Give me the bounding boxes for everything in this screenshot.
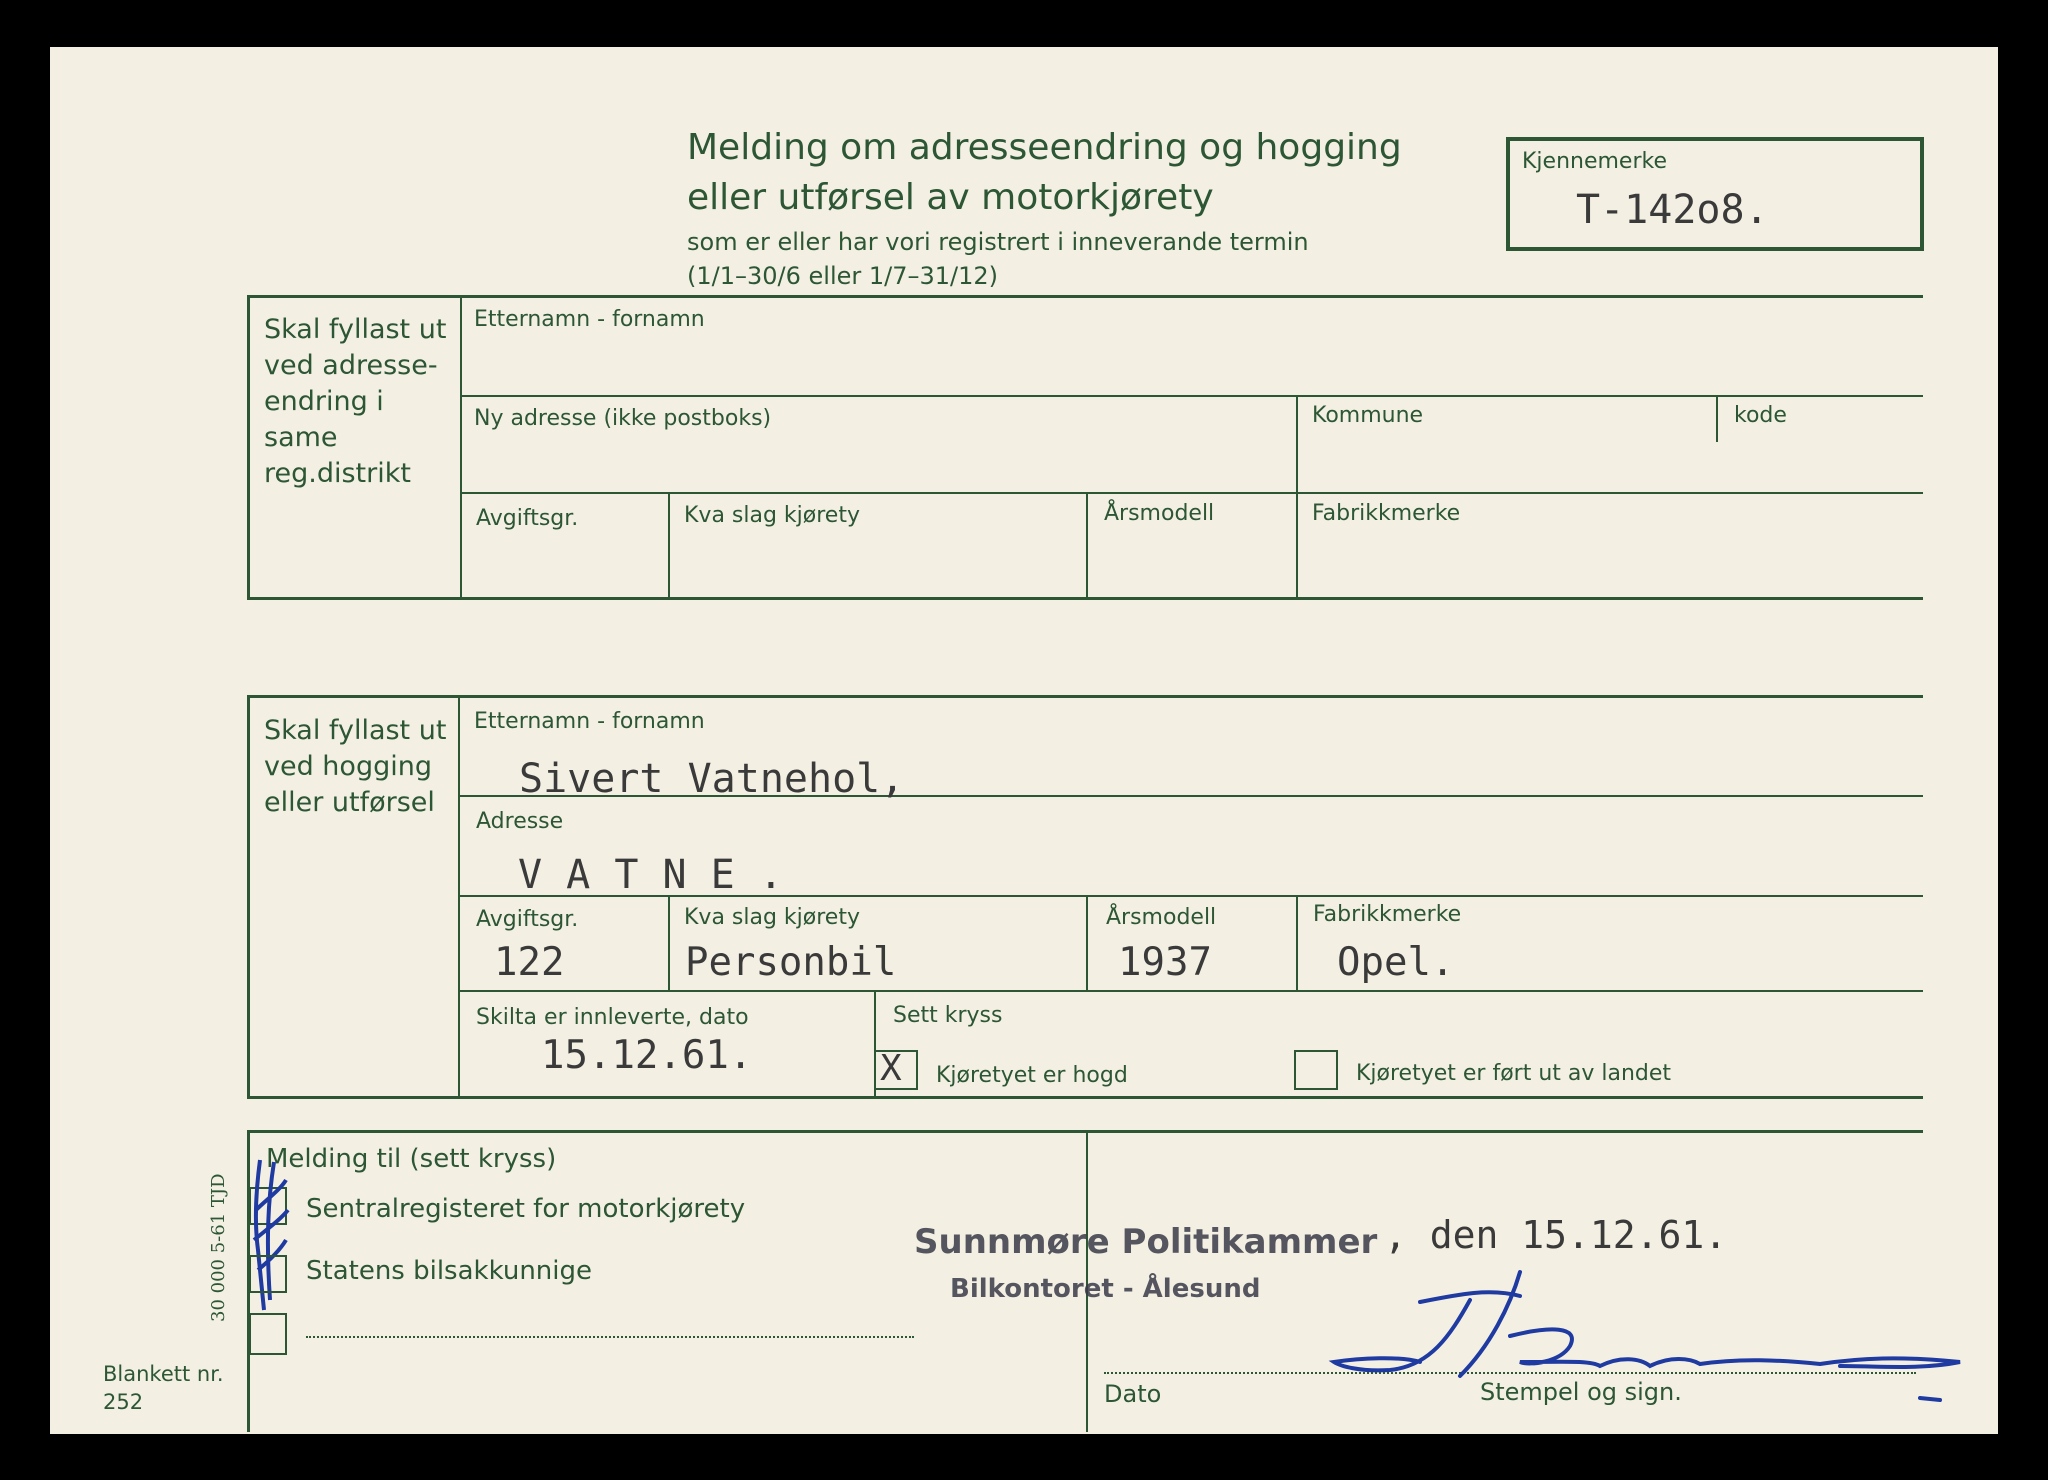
section1-side-label-line1: Skal fyllast ut bbox=[264, 314, 447, 345]
form-title-line2: eller utførsel av motorkjørety bbox=[687, 177, 1214, 218]
section2-arsmodell-label: Årsmodell bbox=[1106, 905, 1217, 930]
stamp-line1: Sunnmøre Politikammer bbox=[914, 1222, 1378, 1262]
hogd-x-mark: X bbox=[880, 1048, 902, 1089]
section1-kva-slag-label: Kva slag kjørety bbox=[684, 503, 860, 528]
section2-etternamn-value[interactable]: Sivert Vatnehol, bbox=[519, 756, 905, 802]
section2-arsmodell-value[interactable]: 1937 bbox=[1118, 940, 1212, 985]
option-bilsakkunnige: Statens bilsakkunnige bbox=[306, 1256, 593, 1286]
dato-value[interactable]: , den 15.12.61. bbox=[1384, 1213, 1728, 1257]
section1-fabrikkmerke-field[interactable] bbox=[1302, 535, 1912, 593]
hogd-label: Kjøretyet er hogd bbox=[936, 1063, 1128, 1088]
section1-fabrikkmerke-label: Fabrikkmerke bbox=[1312, 501, 1461, 526]
print-code: 30 000 5-61 TJD bbox=[208, 1173, 229, 1322]
section1-kode-label: kode bbox=[1734, 403, 1787, 428]
form-subtitle-line1: som er eller har vori registrert i inneverande termin bbox=[687, 228, 1309, 256]
fort-ut-label: Kjøretyet er ført ut av landet bbox=[1356, 1061, 1672, 1086]
dato-label: Dato bbox=[1104, 1380, 1162, 1408]
section2-side-label-line2: ved hogging bbox=[264, 751, 432, 782]
section1-kommune-label: Kommune bbox=[1312, 403, 1424, 428]
stamp-line2: Bilkontoret - Ålesund bbox=[950, 1274, 1261, 1304]
option-sentralregisteret: Sentralregisteret for motorkjørety bbox=[306, 1194, 746, 1224]
form-subtitle-line2: (1/1–30/6 eller 1/7–31/12) bbox=[687, 262, 999, 290]
section2-fabrikkmerke-label: Fabrikkmerke bbox=[1313, 902, 1462, 927]
section1-arsmodell-field[interactable] bbox=[1094, 535, 1290, 593]
section2-skilta-label: Skilta er innleverte, dato bbox=[476, 1005, 749, 1030]
section1-side-label-line3: endring i same bbox=[264, 386, 384, 453]
section1-etternamn-label: Etternamn - fornamn bbox=[474, 307, 705, 332]
extra-recipient-line[interactable] bbox=[306, 1336, 914, 1338]
section1-kode-field[interactable] bbox=[1722, 440, 1917, 488]
handwritten-signature-icon bbox=[1320, 1266, 1980, 1416]
section1-arsmodell-label: Årsmodell bbox=[1104, 501, 1215, 526]
section1-ny-adresse-label: Ny adresse (ikke postboks) bbox=[474, 406, 772, 431]
blankett-nr: 252 bbox=[103, 1390, 144, 1414]
section1-avgiftsgr-label: Avgiftsgr. bbox=[476, 506, 579, 531]
section2-adresse-value[interactable]: V A T N E . bbox=[518, 852, 783, 898]
form-title-line1: Melding om adresseendring og hogging bbox=[687, 127, 1402, 168]
section2-avgiftsgr-value[interactable]: 122 bbox=[494, 940, 565, 985]
section2-kva-slag-label: Kva slag kjørety bbox=[684, 905, 860, 930]
section2-adresse-label: Adresse bbox=[476, 809, 564, 834]
blankett-label: Blankett nr. bbox=[103, 1362, 224, 1386]
section2-side-label-line3: eller utførsel bbox=[264, 787, 435, 818]
section1-side-label-line2: ved adresse- bbox=[264, 350, 438, 381]
section2-etternamn-label: Etternamn - fornamn bbox=[474, 709, 705, 734]
section1-kommune-field[interactable] bbox=[1302, 440, 1710, 488]
handwritten-checkmark-icon bbox=[246, 1150, 296, 1320]
section2-fabrikkmerke-value[interactable]: Opel. bbox=[1337, 940, 1455, 985]
kjennemerke-label: Kjennemerke bbox=[1522, 149, 1667, 174]
section2-avgiftsgr-label: Avgiftsgr. bbox=[476, 907, 579, 932]
section1-side-label-line4: reg.distrikt bbox=[264, 458, 411, 489]
kjennemerke-box bbox=[1506, 137, 1924, 251]
kjennemerke-value[interactable]: T-142o8. bbox=[1576, 187, 1769, 233]
fort-ut-checkbox[interactable] bbox=[1294, 1050, 1338, 1090]
section1-avgiftsgr-field[interactable] bbox=[470, 535, 660, 593]
hogd-checkbox[interactable] bbox=[874, 1050, 918, 1090]
section2-sett-kryss-label: Sett kryss bbox=[893, 1003, 1003, 1028]
section2-side-label-line1: Skal fyllast ut bbox=[264, 715, 447, 746]
section2-kva-slag-value[interactable]: Personbil bbox=[685, 940, 897, 985]
section1-etternamn-field[interactable] bbox=[470, 340, 1910, 390]
section1-ny-adresse-field[interactable] bbox=[470, 440, 1290, 488]
extra-checkbox[interactable] bbox=[249, 1313, 287, 1355]
bilsakkunnige-checkbox[interactable] bbox=[249, 1255, 287, 1293]
section1-kva-slag-field[interactable] bbox=[676, 535, 1078, 593]
section2-skilta-value[interactable]: 15.12.61. bbox=[541, 1033, 753, 1078]
melding-til-label: Melding til (sett kryss) bbox=[266, 1144, 557, 1174]
stempel-label: Stempel og sign. bbox=[1480, 1378, 1682, 1406]
